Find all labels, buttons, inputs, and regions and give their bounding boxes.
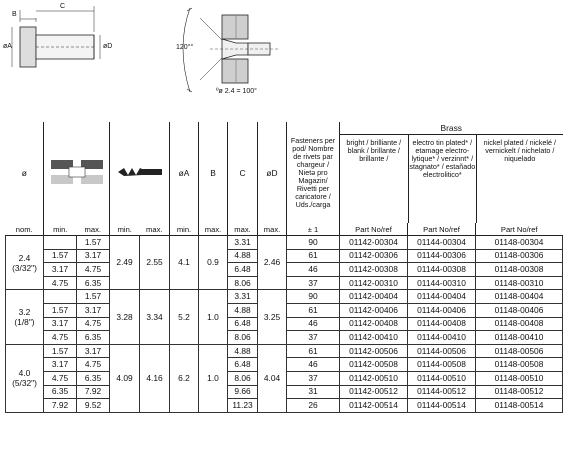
- grip-min: 3.17: [44, 317, 77, 331]
- part-no-nickel: 01148-00506: [476, 344, 563, 358]
- dim-a-label: øA: [3, 43, 12, 50]
- grip-max: 1.57: [77, 290, 110, 304]
- drill-min-unit: min.: [110, 223, 140, 236]
- dia-unit: nom.: [6, 223, 44, 236]
- dim-d-header: øD: [258, 122, 287, 223]
- grip-min: 4.75: [44, 331, 77, 345]
- fasteners-per-pod-header: Fasteners per pod/ Nombre de rivets par chargeur / Nietə pro Magazin/ Rivetti per caricatore / Uds./carga: [287, 122, 340, 223]
- brass-label: Brass: [340, 122, 563, 135]
- qty: 37: [287, 331, 340, 345]
- part-label-3: Part No/ref: [476, 223, 563, 236]
- grip-min-unit: min.: [44, 223, 77, 236]
- c-max: 6.48: [228, 358, 258, 372]
- grip-max: 1.57: [77, 236, 110, 250]
- grip-min: 6.35: [44, 385, 77, 399]
- drill-min: 2.49: [110, 236, 140, 290]
- b-max: 1.0: [199, 290, 228, 344]
- grip-range-header: [44, 122, 110, 223]
- qty: 90: [287, 236, 340, 250]
- qty: 37: [287, 276, 340, 290]
- drill-bit-icon: [112, 165, 168, 179]
- c-max: 4.88: [228, 303, 258, 317]
- b-max-unit: max.: [199, 223, 228, 236]
- part-no-bright: 01142-00410: [340, 331, 408, 345]
- qty-unit: ± 1: [287, 223, 340, 236]
- c-max: 4.88: [228, 344, 258, 358]
- countersink-label: ºø 2.4 = 100°: [216, 88, 257, 95]
- finish-tin-plated: electro tin plated* / etamage electro-lytique* / verzinnt* / stagnato* / estañado electrolitico*: [409, 135, 478, 223]
- a-min: 5.2: [170, 290, 199, 344]
- part-no-tin: 01144-00514: [408, 399, 476, 413]
- dim-b-label: B: [12, 11, 17, 18]
- c-max: 6.48: [228, 263, 258, 277]
- qty: 37: [287, 371, 340, 385]
- part-no-nickel: 01148-00310: [476, 276, 563, 290]
- part-no-bright: 01142-00508: [340, 358, 408, 372]
- dia-header: ø: [6, 122, 44, 223]
- drill-min: 3.28: [110, 290, 140, 344]
- part-label-2: Part No/ref: [408, 223, 476, 236]
- part-no-tin: 01144-00408: [408, 317, 476, 331]
- dim-a-header: øA: [170, 122, 199, 223]
- qty: 46: [287, 317, 340, 331]
- table-row: [6, 290, 563, 304]
- finish-nickel-plated: nickel plated / nickelé / vernickelt / nichelato / niquelado: [483, 138, 556, 163]
- part-no-tin: 01144-00404: [408, 290, 476, 304]
- a-min: 6.2: [170, 344, 199, 412]
- part-no-nickel: 01148-00510: [476, 371, 563, 385]
- technical-drawings: [0, 0, 567, 120]
- part-no-nickel: 01148-00404: [476, 290, 563, 304]
- c-max: 11.23: [228, 399, 258, 413]
- part-no-tin: 01144-00308: [408, 263, 476, 277]
- drill-max-unit: max.: [140, 223, 170, 236]
- table-row: [6, 236, 563, 250]
- grip-min: 4.75: [44, 371, 77, 385]
- rivet-side-view: [12, 6, 100, 67]
- part-no-nickel: 01148-00512: [476, 385, 563, 399]
- c-max-unit: max.: [228, 223, 258, 236]
- part-no-tin: 01144-00512: [408, 385, 476, 399]
- part-no-nickel: 01148-00306: [476, 249, 563, 263]
- part-no-bright: 01142-00306: [340, 249, 408, 263]
- part-no-bright: 01142-00512: [340, 385, 408, 399]
- part-no-nickel: 01148-00508: [476, 358, 563, 372]
- grip-max: 6.35: [77, 371, 110, 385]
- qty: 61: [287, 249, 340, 263]
- grip-max: 4.75: [77, 317, 110, 331]
- dim-c-label: C: [60, 3, 66, 10]
- d-max: 2.46: [258, 236, 287, 290]
- grip-min: 1.57: [44, 249, 77, 263]
- drill-min: 4.09: [110, 344, 140, 412]
- part-no-bright: 01142-00308: [340, 263, 408, 277]
- part-no-tin: 01144-00510: [408, 371, 476, 385]
- part-no-tin: 01144-00310: [408, 276, 476, 290]
- part-no-tin: 01144-00304: [408, 236, 476, 250]
- qty: 46: [287, 263, 340, 277]
- a-min: 4.1: [170, 236, 199, 290]
- grip-min: [44, 236, 77, 250]
- part-no-tin: 01144-00406: [408, 303, 476, 317]
- grip-range-icon: [49, 157, 105, 187]
- nominal-diameter: 4.0 (5/32"): [6, 344, 44, 412]
- part-no-nickel: 01148-00410: [476, 331, 563, 345]
- grip-min: 7.92: [44, 399, 77, 413]
- drill-max: 3.34: [140, 290, 170, 344]
- grip-max: 6.35: [77, 276, 110, 290]
- c-max: 3.31: [228, 236, 258, 250]
- c-max: 6.48: [228, 317, 258, 331]
- size-group-2-4: [6, 236, 563, 290]
- table-row: [6, 344, 563, 358]
- part-no-bright: 01142-00510: [340, 371, 408, 385]
- grip-max: 4.75: [77, 358, 110, 372]
- grip-min: 1.57: [44, 344, 77, 358]
- c-max: 8.06: [228, 276, 258, 290]
- part-no-bright: 01142-00406: [340, 303, 408, 317]
- size-group-3-2: [6, 290, 563, 344]
- qty: 26: [287, 399, 340, 413]
- finish-bright: bright / brilliante / blank / brillante / brillante /: [340, 135, 409, 223]
- qty: 61: [287, 303, 340, 317]
- part-no-tin: 01144-00508: [408, 358, 476, 372]
- part-no-bright: 01142-00514: [340, 399, 408, 413]
- size-group-4-0: [6, 344, 563, 412]
- part-no-nickel: 01148-00308: [476, 263, 563, 277]
- qty: 31: [287, 385, 340, 399]
- part-no-nickel: 01148-00408: [476, 317, 563, 331]
- grip-max: 3.17: [77, 303, 110, 317]
- grip-max-unit: max.: [77, 223, 110, 236]
- grip-max: 4.75: [77, 263, 110, 277]
- drill-max: 2.55: [140, 236, 170, 290]
- grip-min: 3.17: [44, 358, 77, 372]
- c-max: 3.31: [228, 290, 258, 304]
- grip-min: 4.75: [44, 276, 77, 290]
- d-max: 4.04: [258, 344, 287, 412]
- grip-max: 6.35: [77, 331, 110, 345]
- rivet-drawing: [0, 0, 567, 120]
- part-no-tin: 01144-00506: [408, 344, 476, 358]
- c-max: 8.06: [228, 331, 258, 345]
- part-no-bright: 01142-00506: [340, 344, 408, 358]
- b-max: 0.9: [199, 236, 228, 290]
- brass-header: [340, 122, 563, 223]
- grip-max: 9.52: [77, 399, 110, 413]
- dim-b-header: B: [199, 122, 228, 223]
- qty: 61: [287, 344, 340, 358]
- d-max: 3.25: [258, 290, 287, 344]
- dim-d-label: øD: [103, 43, 113, 50]
- d-max-unit: max.: [258, 223, 287, 236]
- b-max: 1.0: [199, 344, 228, 412]
- part-no-tin: 01144-00410: [408, 331, 476, 345]
- rivet-spec-table: [5, 122, 563, 413]
- part-no-bright: 01142-00408: [340, 317, 408, 331]
- part-no-nickel: 01148-00406: [476, 303, 563, 317]
- part-no-bright: 01142-00310: [340, 276, 408, 290]
- grip-min: [44, 290, 77, 304]
- angle-label: 120°°: [176, 44, 194, 51]
- grip-max: 3.17: [77, 249, 110, 263]
- part-no-bright: 01142-00404: [340, 290, 408, 304]
- part-label-1: Part No/ref: [340, 223, 408, 236]
- nominal-diameter: 3.2 (1/8"): [6, 290, 44, 344]
- countersink-view: [183, 8, 280, 92]
- part-no-bright: 01142-00304: [340, 236, 408, 250]
- nominal-diameter: 2.4 (3/32"): [6, 236, 44, 290]
- qty: 46: [287, 358, 340, 372]
- part-no-tin: 01144-00306: [408, 249, 476, 263]
- qty: 90: [287, 290, 340, 304]
- c-max: 9.66: [228, 385, 258, 399]
- grip-max: 3.17: [77, 344, 110, 358]
- grip-min: 1.57: [44, 303, 77, 317]
- grip-min: 3.17: [44, 263, 77, 277]
- c-max: 4.88: [228, 249, 258, 263]
- grip-max: 7.92: [77, 385, 110, 399]
- c-max: 8.06: [228, 371, 258, 385]
- part-no-nickel: 01148-00514: [476, 399, 563, 413]
- a-min-unit: min.: [170, 223, 199, 236]
- drill-size-header: [110, 122, 170, 223]
- drill-max: 4.16: [140, 344, 170, 412]
- part-no-nickel: 01148-00304: [476, 236, 563, 250]
- dim-c-header: C: [228, 122, 258, 223]
